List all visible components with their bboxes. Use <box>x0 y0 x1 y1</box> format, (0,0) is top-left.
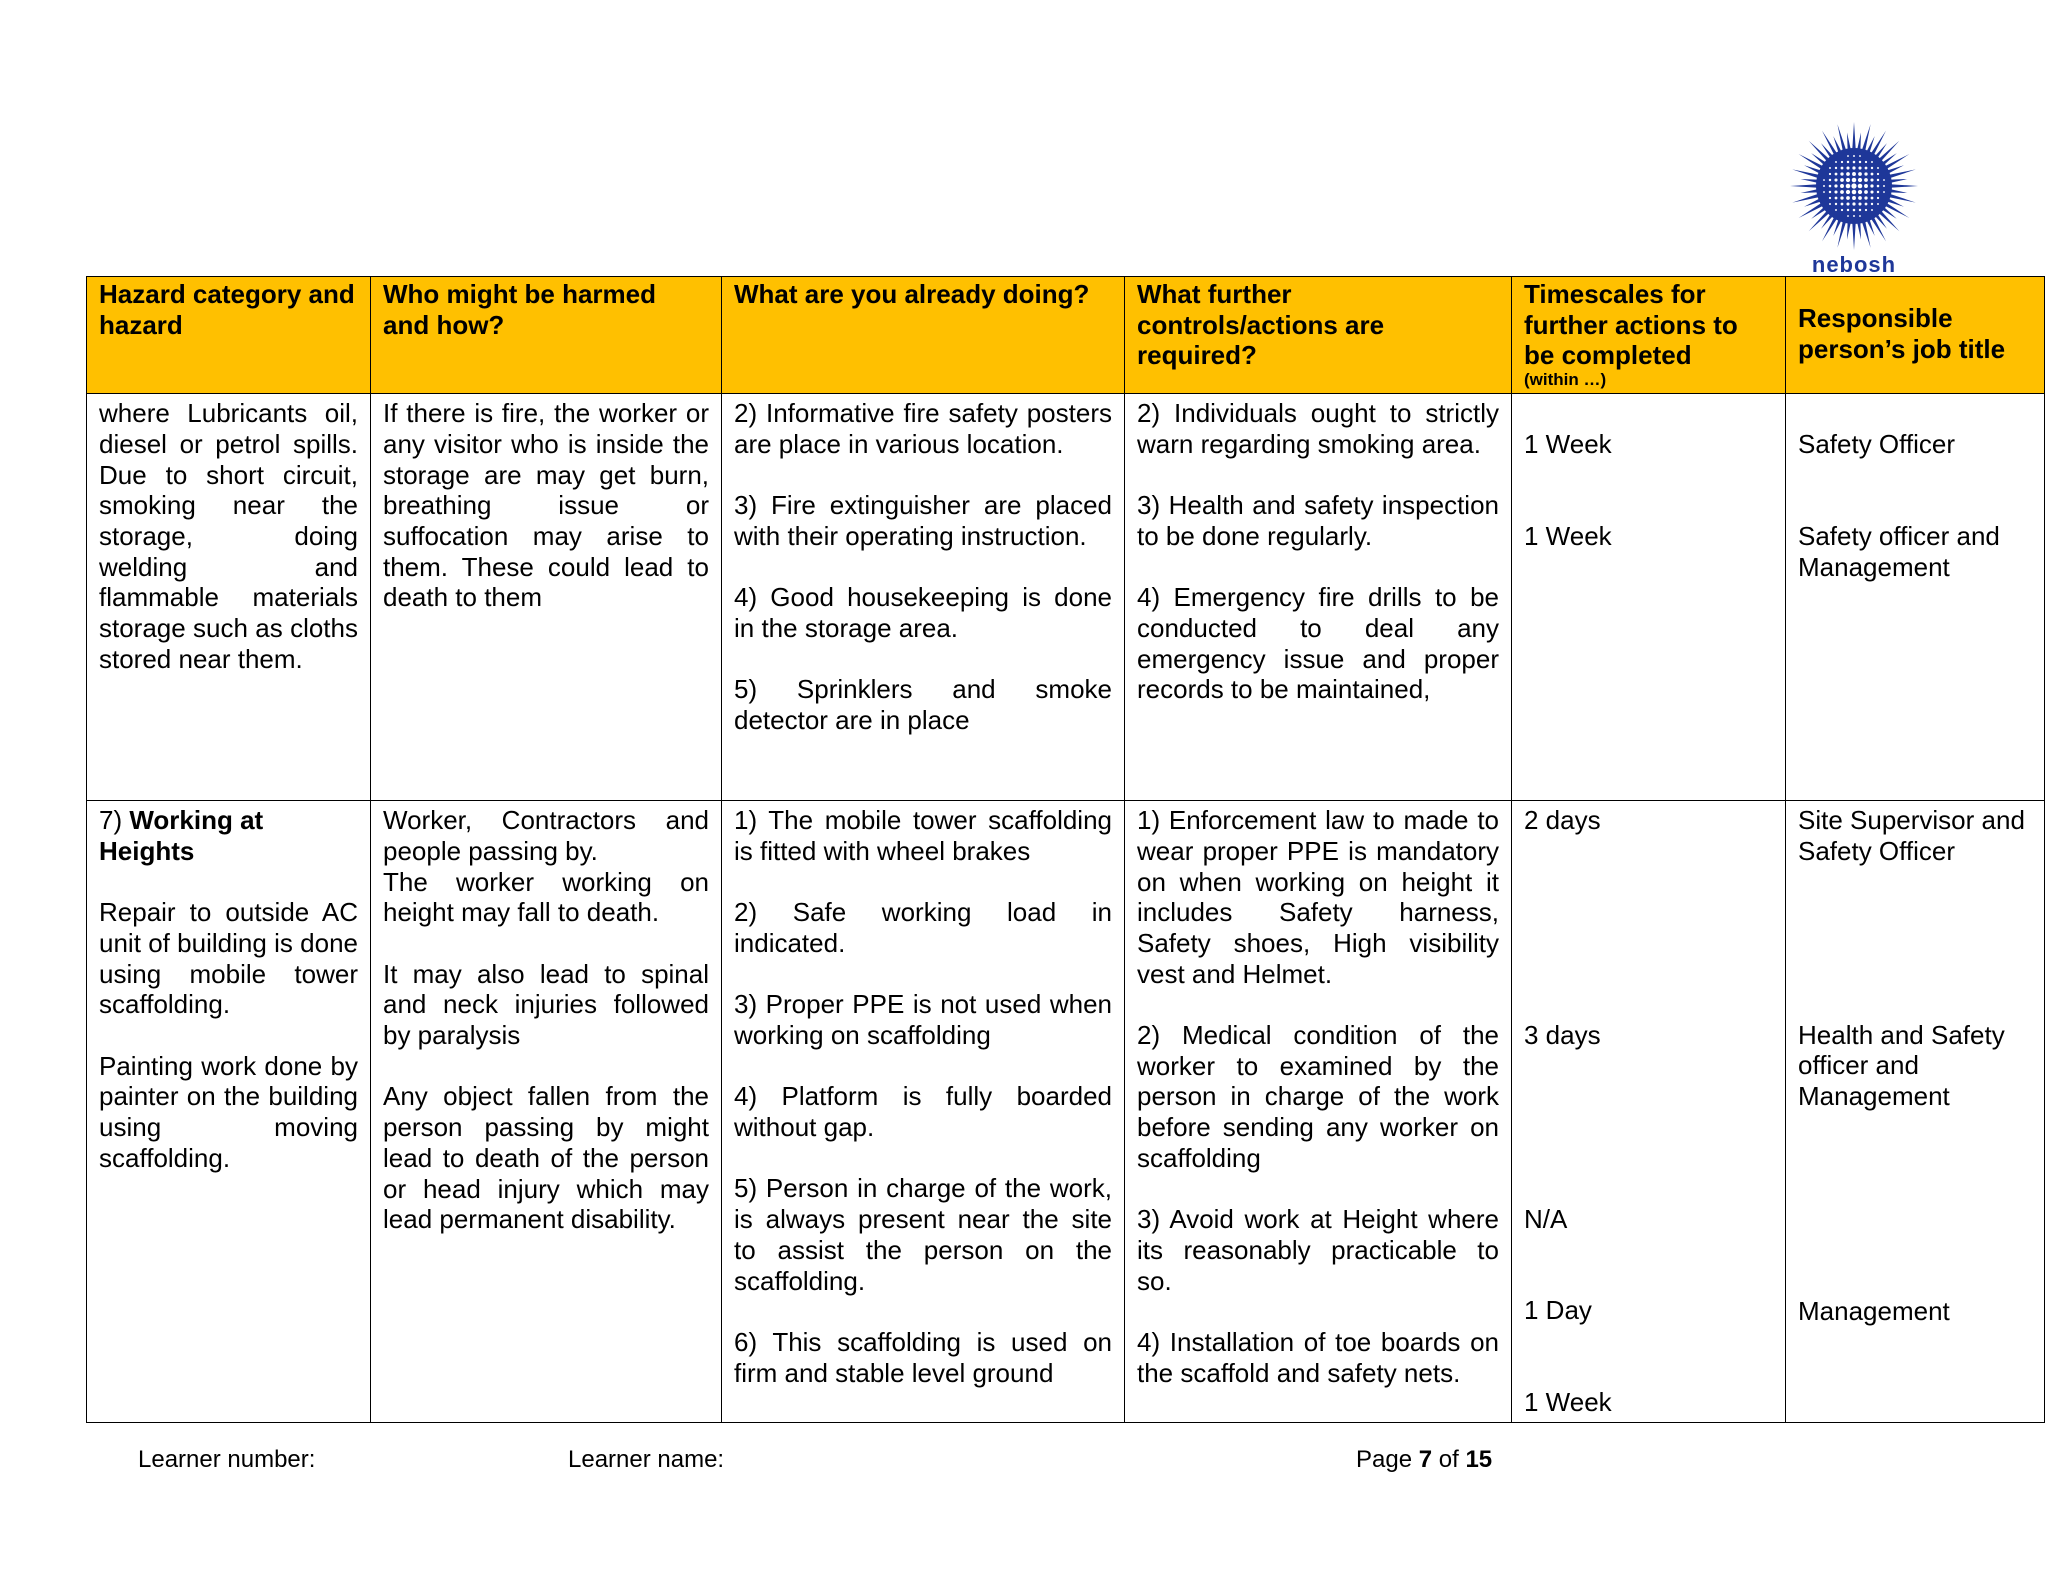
row2-who <box>371 801 722 1423</box>
list-item: 2) Medical condition of the worker to examined by the person in charge of the work before sending any worker on scaffolding <box>1137 1020 1499 1173</box>
list-item: It may also lead to spinal and neck injuries followed by paralysis <box>383 958 709 1051</box>
page-of: of <box>1438 1446 1459 1473</box>
timescale-value: 3 days <box>1524 1019 1601 1050</box>
header-responsible: Responsible person’s job title <box>1786 277 2045 394</box>
header-doing: What are you already doing? <box>722 277 1125 394</box>
timescale-value: 1 Week <box>1524 428 1612 459</box>
header-timescales <box>1512 277 1786 394</box>
list-item: 4) Good housekeeping is done in the storage area. <box>734 582 1112 643</box>
row2-timescales <box>1512 801 1786 1423</box>
responsible-value: Safety Officer <box>1798 428 1956 459</box>
list-item: 5) Person in charge of the work, is always present near the site to assist the person on the scaffolding. <box>734 1173 1112 1296</box>
list-item: 2) Safe working load in indicated. <box>734 897 1112 958</box>
list-item: 1) The mobile tower scaffolding is fitted with wheel brakes <box>734 805 1112 866</box>
row2-hazard <box>87 801 371 1423</box>
page-total: 15 <box>1465 1446 1493 1473</box>
list-item: 2) Individuals ought to strictly warn regarding smoking area. <box>1137 398 1499 459</box>
responsible-value: Health and Safety officer and Management <box>1798 1019 2005 1111</box>
list-item: The worker working on height may fall to death. <box>383 866 709 928</box>
list-item: 1) Enforcement law to made to wear proper PPE is mandatory on when working on height it includes Safety harness, Safety shoes, High visibility vest and Helmet. <box>1137 805 1499 989</box>
row1-further <box>1125 394 1512 801</box>
list-item: 6) This scaffolding is used on firm and stable level ground <box>734 1326 1112 1388</box>
row1-doing <box>722 394 1125 801</box>
table-header-row <box>87 277 2045 394</box>
responsible-value: Safety officer and Management <box>1798 520 2000 582</box>
row2-further <box>1125 801 1512 1423</box>
list-item: 3) Proper PPE is not used when working on scaffolding <box>734 989 1112 1050</box>
row2-doing <box>722 801 1125 1423</box>
list-item: 3) Avoid work at Height where its reasonably practicable to so. <box>1137 1204 1499 1296</box>
nebosh-sunburst-globe-icon <box>1784 120 1924 252</box>
responsible-value: Management <box>1798 1295 1950 1326</box>
list-item: 4) Emergency fire drills to be conducted to deal any emergency issue and proper records to be maintained, <box>1137 582 1499 705</box>
timescale-value: 2 days <box>1524 805 1601 836</box>
timescale-value: 1 Day <box>1524 1295 1592 1326</box>
row1-hazard: where Lubricants oil, diesel or petrol spills. Due to short circuit, smoking near the storage, doing welding and flammable materials storage such as cloths stored near them. <box>87 394 371 801</box>
header-timescales-note: (within …) <box>1524 370 1607 390</box>
row2-responsible <box>1786 801 2045 1423</box>
page-current: 7 <box>1418 1446 1433 1473</box>
table-row <box>87 394 2045 801</box>
responsible-value: Site Supervisor and Safety Officer <box>1798 805 2025 866</box>
list-item: Worker, Contractors and people passing by. <box>383 805 709 866</box>
page-number <box>1356 1446 1492 1474</box>
hazard-title: Working at Heights <box>99 805 264 866</box>
list-item: 3) Health and safety inspection to be done regularly. <box>1137 490 1499 551</box>
header-further: What further controls/actions are required? <box>1125 277 1512 394</box>
nebosh-logo <box>1784 120 1924 278</box>
hazard-number: 7) <box>99 805 123 836</box>
header-hazard: Hazard category and hazard <box>87 277 371 394</box>
logo-text: nebosh <box>1811 252 1897 277</box>
list-item: Repair to outside AC unit of building is done using mobile tower scaffolding. <box>99 897 358 1020</box>
list-item: 5) Sprinklers and smoke detector are in place <box>734 674 1112 736</box>
hazard-heading <box>99 805 358 866</box>
page-label: Page <box>1356 1446 1413 1473</box>
header-timescales-label: Timescales for further actions to be completed <box>1524 279 1738 371</box>
timescale-value: N/A <box>1524 1203 1568 1234</box>
row1-who: If there is fire, the worker or any visitor who is inside the storage are may get burn, breathing issue or suffocation may arise to them. These could lead to death to them <box>371 394 722 801</box>
row1-timescales <box>1512 394 1786 801</box>
list-item: 3) Fire extinguisher are placed with their operating instruction. <box>734 490 1112 551</box>
list-item: Any object fallen from the person passing by might lead to death of the person or head injury which may lead permanent disability. <box>383 1081 709 1235</box>
learner-name-label: Learner name: <box>568 1446 725 1473</box>
timescale-value: 1 Week <box>1524 520 1612 551</box>
timescale-value: 1 Week <box>1524 1386 1612 1417</box>
list-item: Painting work done by painter on the building using moving scaffolding. <box>99 1050 358 1173</box>
risk-assessment-table <box>86 276 2045 1423</box>
learner-number-label: Learner number: <box>138 1446 316 1473</box>
list-item: 2) Informative fire safety posters are place in various location. <box>734 398 1112 459</box>
list-item: 4) Platform is fully boarded without gap. <box>734 1081 1112 1143</box>
header-who: Who might be harmed and how? <box>371 277 722 394</box>
row1-responsible <box>1786 394 2045 801</box>
table-row <box>87 801 2045 1423</box>
list-item: 4) Installation of toe boards on the scaffold and safety nets. <box>1137 1327 1499 1388</box>
